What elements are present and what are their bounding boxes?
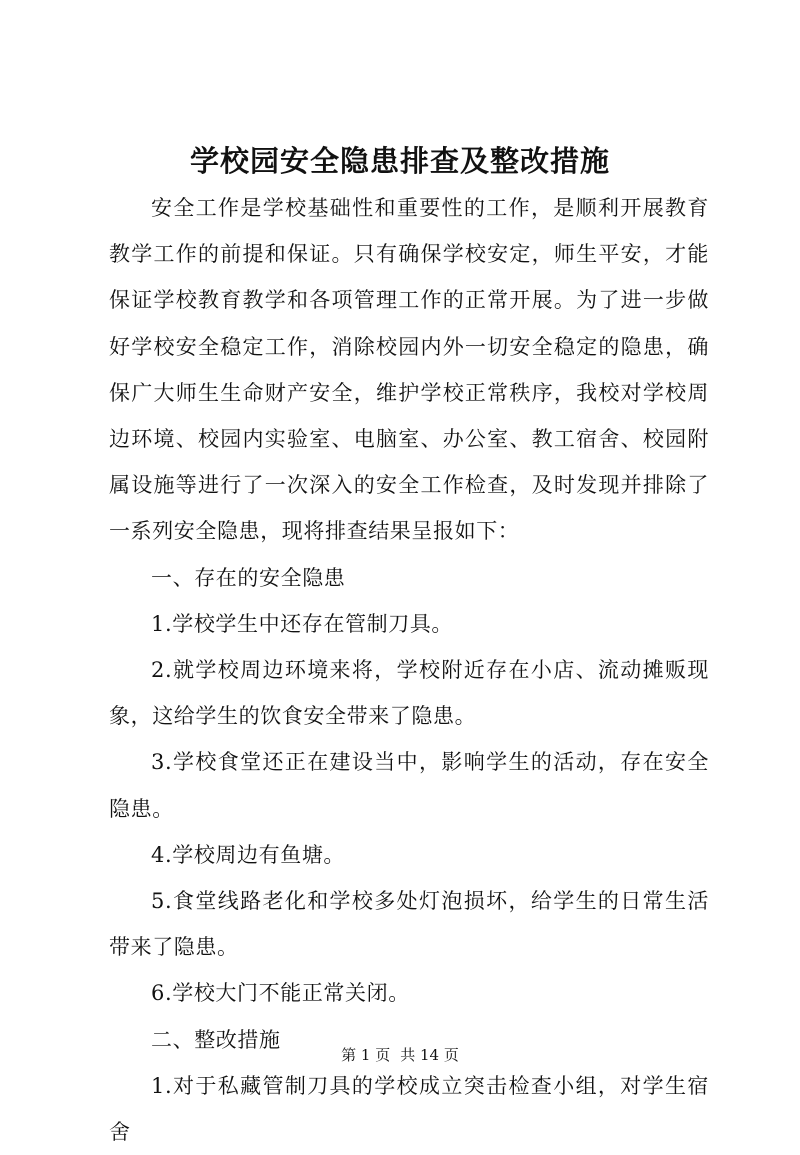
document-body xyxy=(109,185,709,1155)
total-pages: 共 14 页 xyxy=(400,1046,459,1064)
document-title: 学校园安全隐患排查及整改措施 xyxy=(189,144,610,178)
hazard-item-2: 2.就学校周边环境来将，学校附近存在小店、流动摊贩现象，这给学生的饮食安全带来了隐患。 xyxy=(109,658,709,729)
hazard-item-5: 5.食堂线路老化和学校多处灯泡损坏，给学生的日常生活带来了隐患。 xyxy=(109,889,709,960)
hazard-item-1: 1.学校学生中还存在管制刀具。 xyxy=(151,611,454,636)
page-footer xyxy=(0,1045,800,1065)
intro-paragraph: 安全工作是学校基础性和重要性的工作，是顺利开展教育教学工作的前提和保证。只有确保学校安定，师生平安，才能保证学校教育教学和各项管理工作的正常开展。为了进一步做好学校安全稳定工作，消除校园内外一切安全稳定的隐患，确保广大师生生命财产安全，维护学校正常秩序，我校对学校周边环境、校园内实验室、电脑室、办公室、教工宿舍、校园附属设施等进行了一次深入的安全工作检查，及时发现并排除了一系列安全隐患，现将排查结果呈报如下： xyxy=(109,196,709,544)
page-number: 第 1 页 xyxy=(341,1046,391,1064)
hazard-item-6: 6.学校大门不能正常关闭。 xyxy=(151,981,410,1006)
measure-item-1: 1.对于私藏管制刀具的学校成立突击检查小组，对学生宿舍 xyxy=(109,1073,709,1145)
hazard-item-3: 3.学校食堂还正在建设当中，影响学生的活动，存在安全隐患。 xyxy=(109,750,709,821)
section-heading-measures: 二、整改措施 xyxy=(151,1027,281,1052)
section-heading-hazards: 一、存在的安全隐患 xyxy=(151,565,346,590)
hazard-item-4: 4.学校周边有鱼塘。 xyxy=(151,842,346,867)
